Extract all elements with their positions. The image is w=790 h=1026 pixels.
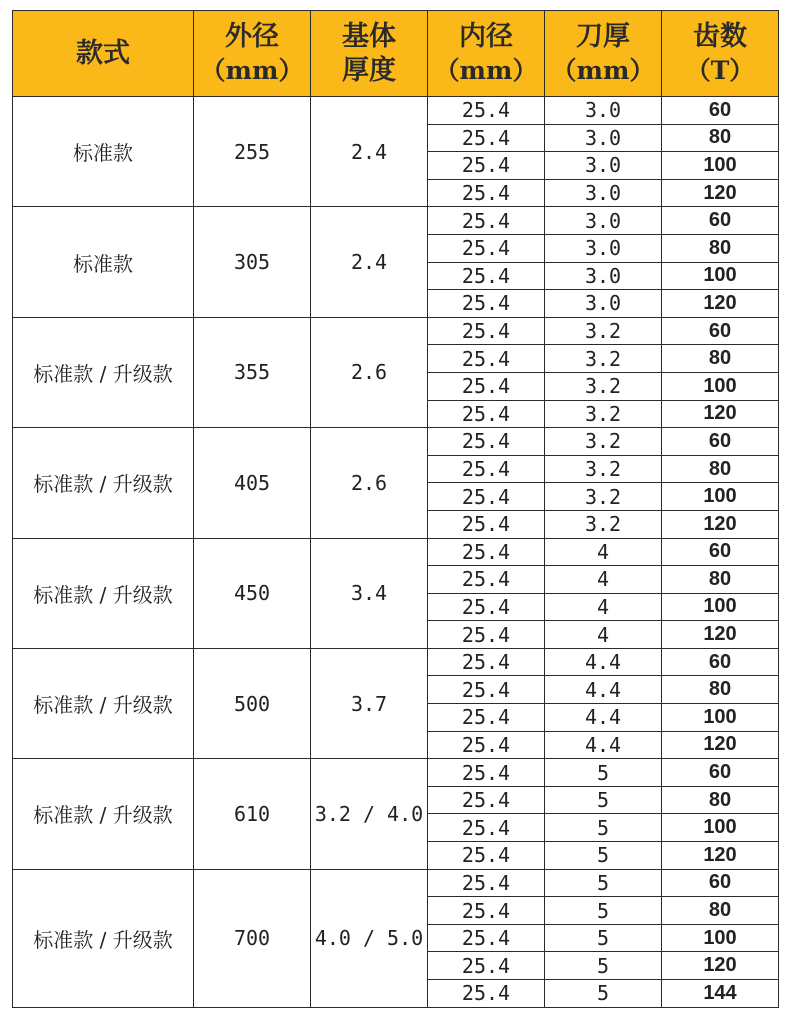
- bore-cell: 25.4: [428, 814, 545, 842]
- teeth-cell: 60: [662, 428, 779, 456]
- base-thickness-cell: 2.6: [311, 428, 428, 538]
- style-cell: 标准款 / 升级款: [13, 648, 194, 758]
- teeth-cell: 80: [662, 897, 779, 925]
- bore-cell: 25.4: [428, 897, 545, 925]
- style-cell: 标准款 / 升级款: [13, 869, 194, 1007]
- kerf-cell: 5: [545, 842, 662, 870]
- spec-table-body: [13, 97, 779, 1008]
- bore-cell: 25.4: [428, 290, 545, 318]
- kerf-cell: 3.2: [545, 455, 662, 483]
- kerf-cell: 4.4: [545, 704, 662, 732]
- teeth-cell: 80: [662, 786, 779, 814]
- table-row: [13, 648, 779, 676]
- header-teeth-unit: （T）: [685, 55, 755, 85]
- teeth-cell: 120: [662, 400, 779, 428]
- teeth-cell: 60: [662, 869, 779, 897]
- teeth-cell: 120: [662, 290, 779, 318]
- teeth-cell: 144: [662, 980, 779, 1008]
- kerf-cell: 5: [545, 924, 662, 952]
- teeth-cell: 60: [662, 317, 779, 345]
- header-base-thickness: [311, 11, 428, 97]
- bore-cell: 25.4: [428, 179, 545, 207]
- outer-diameter-cell: 500: [194, 648, 311, 758]
- teeth-cell: 80: [662, 566, 779, 594]
- kerf-cell: 5: [545, 952, 662, 980]
- teeth-cell: 80: [662, 455, 779, 483]
- kerf-cell: 3.0: [545, 207, 662, 235]
- bore-cell: 25.4: [428, 786, 545, 814]
- bore-cell: 25.4: [428, 952, 545, 980]
- header-kerf-unit: （mm）: [551, 55, 655, 85]
- kerf-cell: 4: [545, 593, 662, 621]
- bore-cell: 25.4: [428, 704, 545, 732]
- kerf-cell: 4.4: [545, 648, 662, 676]
- teeth-cell: 100: [662, 593, 779, 621]
- base-thickness-cell: 3.4: [311, 538, 428, 648]
- outer-diameter-cell: 255: [194, 97, 311, 207]
- kerf-cell: 4: [545, 621, 662, 649]
- teeth-cell: 100: [662, 704, 779, 732]
- header-kerf: [545, 11, 662, 97]
- bore-cell: 25.4: [428, 676, 545, 704]
- kerf-cell: 3.2: [545, 372, 662, 400]
- kerf-cell: 3.0: [545, 290, 662, 318]
- header-style-label: 款式: [76, 37, 130, 69]
- kerf-cell: 5: [545, 897, 662, 925]
- bore-cell: 25.4: [428, 869, 545, 897]
- bore-cell: 25.4: [428, 207, 545, 235]
- outer-diameter-cell: 450: [194, 538, 311, 648]
- kerf-cell: 3.0: [545, 97, 662, 125]
- style-cell: 标准款: [13, 97, 194, 207]
- bore-cell: 25.4: [428, 152, 545, 180]
- bore-cell: 25.4: [428, 842, 545, 870]
- kerf-cell: 5: [545, 786, 662, 814]
- teeth-cell: 80: [662, 234, 779, 262]
- header-row: [13, 11, 779, 97]
- kerf-cell: 3.2: [545, 317, 662, 345]
- kerf-cell: 3.0: [545, 234, 662, 262]
- base-thickness-cell: 2.4: [311, 207, 428, 317]
- bore-cell: 25.4: [428, 538, 545, 566]
- style-cell: 标准款: [13, 207, 194, 317]
- style-cell: 标准款 / 升级款: [13, 428, 194, 538]
- header-bore: [428, 11, 545, 97]
- bore-cell: 25.4: [428, 566, 545, 594]
- bore-cell: 25.4: [428, 345, 545, 373]
- outer-diameter-cell: 305: [194, 207, 311, 317]
- base-thickness-cell: 4.0 / 5.0: [311, 869, 428, 1007]
- kerf-cell: 5: [545, 814, 662, 842]
- kerf-cell: 4: [545, 566, 662, 594]
- teeth-cell: 120: [662, 842, 779, 870]
- bore-cell: 25.4: [428, 759, 545, 787]
- bore-cell: 25.4: [428, 980, 545, 1008]
- kerf-cell: 5: [545, 759, 662, 787]
- teeth-cell: 80: [662, 676, 779, 704]
- base-thickness-cell: 2.4: [311, 97, 428, 207]
- kerf-cell: 3.0: [545, 262, 662, 290]
- teeth-cell: 120: [662, 510, 779, 538]
- bore-cell: 25.4: [428, 731, 545, 759]
- table-row: [13, 869, 779, 897]
- header-outer-diameter-unit: （mm）: [200, 55, 304, 85]
- kerf-cell: 4.4: [545, 731, 662, 759]
- bore-cell: 25.4: [428, 648, 545, 676]
- outer-diameter-cell: 355: [194, 317, 311, 427]
- teeth-cell: 60: [662, 97, 779, 125]
- base-thickness-cell: 3.2 / 4.0: [311, 759, 428, 869]
- teeth-cell: 100: [662, 262, 779, 290]
- teeth-cell: 100: [662, 372, 779, 400]
- kerf-cell: 3.0: [545, 152, 662, 180]
- kerf-cell: 3.2: [545, 400, 662, 428]
- kerf-cell: 3.2: [545, 510, 662, 538]
- teeth-cell: 60: [662, 648, 779, 676]
- table-row: [13, 428, 779, 456]
- kerf-cell: 3.2: [545, 428, 662, 456]
- base-thickness-cell: 2.6: [311, 317, 428, 427]
- saw-blade-spec-table: [12, 10, 779, 1008]
- teeth-cell: 120: [662, 952, 779, 980]
- outer-diameter-cell: 610: [194, 759, 311, 869]
- teeth-cell: 100: [662, 814, 779, 842]
- header-base-thickness-line2: 厚度: [342, 54, 396, 86]
- kerf-cell: 3.2: [545, 483, 662, 511]
- table-row: [13, 97, 779, 125]
- kerf-cell: 5: [545, 869, 662, 897]
- header-base-thickness-line1: 基体: [342, 20, 396, 52]
- base-thickness-cell: 3.7: [311, 648, 428, 758]
- kerf-cell: 4: [545, 538, 662, 566]
- kerf-cell: 4.4: [545, 676, 662, 704]
- bore-cell: 25.4: [428, 455, 545, 483]
- table-row: [13, 317, 779, 345]
- table-row: [13, 538, 779, 566]
- bore-cell: 25.4: [428, 510, 545, 538]
- header-kerf-label: 刀厚: [576, 20, 630, 52]
- outer-diameter-cell: 700: [194, 869, 311, 1007]
- teeth-cell: 60: [662, 207, 779, 235]
- header-outer-diameter: [194, 11, 311, 97]
- bore-cell: 25.4: [428, 400, 545, 428]
- bore-cell: 25.4: [428, 124, 545, 152]
- header-style: [13, 11, 194, 97]
- teeth-cell: 100: [662, 924, 779, 952]
- teeth-cell: 60: [662, 759, 779, 787]
- header-teeth: [662, 11, 779, 97]
- bore-cell: 25.4: [428, 234, 545, 262]
- bore-cell: 25.4: [428, 621, 545, 649]
- style-cell: 标准款 / 升级款: [13, 317, 194, 427]
- teeth-cell: 80: [662, 345, 779, 373]
- table-row: [13, 207, 779, 235]
- header-teeth-label: 齿数: [693, 20, 747, 52]
- bore-cell: 25.4: [428, 483, 545, 511]
- bore-cell: 25.4: [428, 372, 545, 400]
- bore-cell: 25.4: [428, 428, 545, 456]
- bore-cell: 25.4: [428, 593, 545, 621]
- outer-diameter-cell: 405: [194, 428, 311, 538]
- bore-cell: 25.4: [428, 97, 545, 125]
- kerf-cell: 5: [545, 980, 662, 1008]
- bore-cell: 25.4: [428, 317, 545, 345]
- header-outer-diameter-label: 外径: [225, 20, 279, 52]
- kerf-cell: 3.0: [545, 124, 662, 152]
- teeth-cell: 80: [662, 124, 779, 152]
- teeth-cell: 120: [662, 731, 779, 759]
- teeth-cell: 120: [662, 179, 779, 207]
- style-cell: 标准款 / 升级款: [13, 538, 194, 648]
- bore-cell: 25.4: [428, 924, 545, 952]
- bore-cell: 25.4: [428, 262, 545, 290]
- teeth-cell: 100: [662, 483, 779, 511]
- kerf-cell: 3.0: [545, 179, 662, 207]
- style-cell: 标准款 / 升级款: [13, 759, 194, 869]
- header-bore-unit: （mm）: [434, 55, 538, 85]
- teeth-cell: 120: [662, 621, 779, 649]
- teeth-cell: 100: [662, 152, 779, 180]
- table-row: [13, 759, 779, 787]
- header-bore-label: 内径: [459, 20, 513, 52]
- teeth-cell: 60: [662, 538, 779, 566]
- kerf-cell: 3.2: [545, 345, 662, 373]
